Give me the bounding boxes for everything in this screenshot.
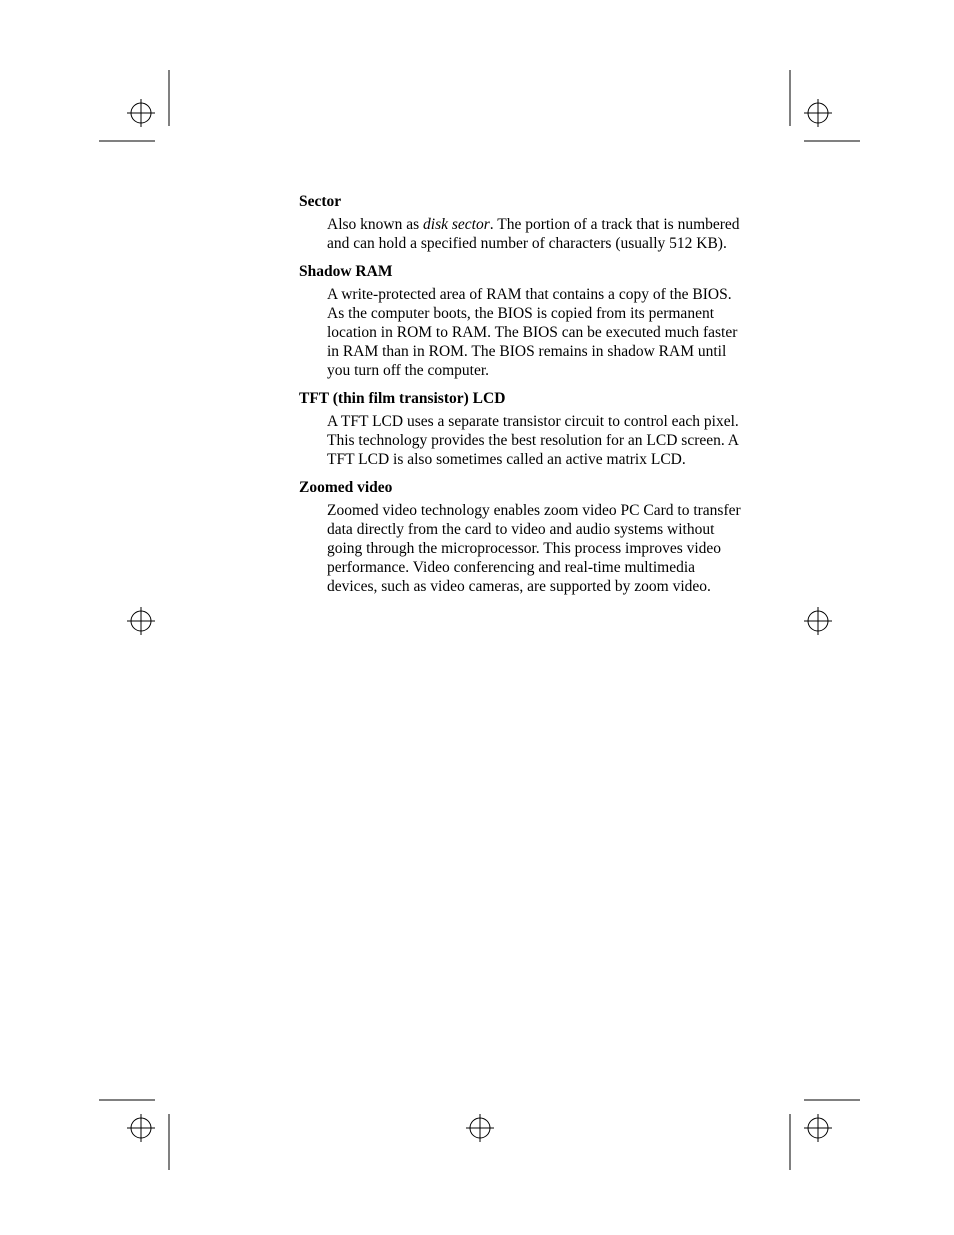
registration-target-icon [804, 607, 832, 635]
glossary-definition: A TFT LCD uses a separate transistor circuit to control each pixel. This technology provides the best resolution for an LCD screen. A TFT LCD is also sometimes called an active matrix LCD. [327, 413, 739, 468]
glossary-entry-zoomed-video [299, 478, 744, 596]
glossary-entry-sector [299, 192, 744, 253]
registration-target-icon [804, 99, 832, 127]
glossary-definition: A write-protected area of RAM that contains a copy of the BIOS. As the computer boots, the BIOS is copied from its permanent location in ROM to RAM. The BIOS can be executed much faster in RAM than in ROM. The BIOS remains in shadow RAM until you turn off the computer. [327, 286, 738, 379]
glossary-entry-shadow-ram [299, 262, 744, 380]
registration-target-icon [127, 99, 155, 127]
glossary-term: TFT (thin film transistor) LCD [299, 390, 506, 407]
glossary-definition: Zoomed video technology enables zoom video PC Card to transfer data directly from the card to video and audio systems without going through the microprocessor. This process improves video performance. Video conferencing and real-time multimedia devices, such as video cameras, are supported by zoom video. [327, 502, 741, 595]
registration-target-icon [466, 1114, 494, 1142]
registration-target-icon [127, 1114, 155, 1142]
glossary-content [299, 192, 744, 605]
definition-text: . The portion of a track that is numbered and can hold a specified number of characters (usually 512 KB). [327, 216, 740, 252]
registration-target-icon [127, 607, 155, 635]
glossary-definition [327, 215, 744, 253]
definition-italic-term: disk sector [423, 216, 490, 233]
glossary-entry-tft-lcd [299, 389, 744, 469]
definition-text: Also known as [327, 216, 424, 233]
glossary-term: Zoomed video [299, 479, 393, 496]
glossary-term: Sector [299, 193, 342, 210]
registration-target-icon [804, 1114, 832, 1142]
glossary-term: Shadow RAM [299, 263, 393, 280]
